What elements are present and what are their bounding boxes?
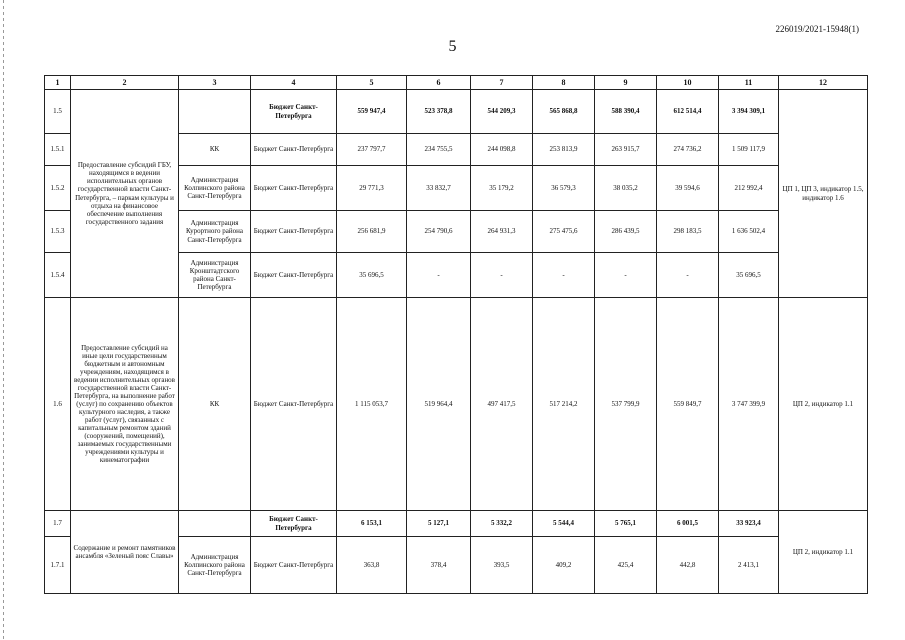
row-value: 1 636 502,4 xyxy=(719,211,779,253)
row-value: 33 923,4 xyxy=(719,511,779,537)
row-executor xyxy=(179,511,251,537)
row-value: - xyxy=(407,253,471,298)
row-value: 263 915,7 xyxy=(595,134,657,166)
row-value: 274 736,2 xyxy=(657,134,719,166)
row-value: 298 183,5 xyxy=(657,211,719,253)
row-source: Бюджет Санкт-Петербурга xyxy=(251,211,337,253)
row-number: 1.6 xyxy=(45,298,71,511)
row-executor: КК xyxy=(179,134,251,166)
row-value: 6 001,5 xyxy=(657,511,719,537)
col-header: 4 xyxy=(251,76,337,90)
row-value: 1 115 053,7 xyxy=(337,298,407,511)
row-value: 1 509 117,9 xyxy=(719,134,779,166)
row-value: 409,2 xyxy=(533,537,595,594)
row-value: 35 696,5 xyxy=(719,253,779,298)
row-source: Бюджет Санкт-Петербурга xyxy=(251,537,337,594)
col-header: 6 xyxy=(407,76,471,90)
row-value: 3 747 399,9 xyxy=(719,298,779,511)
scan-edge xyxy=(3,0,4,640)
row-executor: Администрация Кронштадтского района Санкт-Петербурга xyxy=(179,253,251,298)
row-value: 286 439,5 xyxy=(595,211,657,253)
row-notes: ЦП 2, индикатор 1.1 xyxy=(779,511,868,594)
row-value: 5 765,1 xyxy=(595,511,657,537)
row-source: Бюджет Санкт-Петербурга xyxy=(251,134,337,166)
row-value: 2 413,1 xyxy=(719,537,779,594)
row-value: 253 813,9 xyxy=(533,134,595,166)
row-value: 35 179,2 xyxy=(471,166,533,211)
document-id: 226019/2021-15948(1) xyxy=(775,24,859,34)
col-header: 3 xyxy=(179,76,251,90)
row-value: 537 799,9 xyxy=(595,298,657,511)
row-value: 6 153,1 xyxy=(337,511,407,537)
col-header: 11 xyxy=(719,76,779,90)
col-header: 2 xyxy=(71,76,179,90)
col-header: 1 xyxy=(45,76,71,90)
row-value: 393,5 xyxy=(471,537,533,594)
row-value: 378,4 xyxy=(407,537,471,594)
row-value: 559 849,7 xyxy=(657,298,719,511)
row-value: 38 035,2 xyxy=(595,166,657,211)
col-header: 12 xyxy=(779,76,868,90)
row-value: 212 992,4 xyxy=(719,166,779,211)
row-number: 1.5 xyxy=(45,90,71,134)
row-value: 517 214,2 xyxy=(533,298,595,511)
row-value: 29 771,3 xyxy=(337,166,407,211)
row-notes: ЦП 1, ЦП 3, индикатор 1.5, индикатор 1.6 xyxy=(779,90,868,298)
row-number: 1.5.2 xyxy=(45,166,71,211)
row-number: 1.7 xyxy=(45,511,71,537)
row-executor: Администрация Колпинского района Санкт-Петербурга xyxy=(179,166,251,211)
row-value: 256 681,9 xyxy=(337,211,407,253)
row-source: Бюджет Санкт-Петербурга xyxy=(251,253,337,298)
row-value: 565 868,8 xyxy=(533,90,595,134)
row-executor: Администрация Курортного района Санкт-Петербурга xyxy=(179,211,251,253)
table-row xyxy=(45,511,868,537)
row-value: 559 947,4 xyxy=(337,90,407,134)
row-source: Бюджет Санкт-Петербурга xyxy=(251,90,337,134)
row-value: 588 390,4 xyxy=(595,90,657,134)
row-value: 264 931,3 xyxy=(471,211,533,253)
row-number: 1.7.1 xyxy=(45,537,71,594)
page-number: 5 xyxy=(448,38,457,55)
row-value: - xyxy=(533,253,595,298)
row-number: 1.5.4 xyxy=(45,253,71,298)
row-value: 363,8 xyxy=(337,537,407,594)
row-value: 523 378,8 xyxy=(407,90,471,134)
row-value: 5 127,1 xyxy=(407,511,471,537)
row-description: Содержание и ремонт памятников ансамбля «Зеленый пояс Славы» xyxy=(71,511,179,594)
row-number: 1.5.3 xyxy=(45,211,71,253)
row-value: 497 417,5 xyxy=(471,298,533,511)
row-value: 5 332,2 xyxy=(471,511,533,537)
row-executor: Администрация Колпинского района Санкт-Петербурга xyxy=(179,537,251,594)
row-value: 234 755,5 xyxy=(407,134,471,166)
col-header: 8 xyxy=(533,76,595,90)
row-description: Предоставление субсидий ГБУ, находящимся в ведении исполнительных органов государственной власти Санкт-Петербурга, – паркам культуры и отдыха на финансовое обеспечение выполнения государственного задания xyxy=(71,90,179,298)
row-source: Бюджет Санкт-Петербурга xyxy=(251,511,337,537)
col-header: 10 xyxy=(657,76,719,90)
row-value: 544 209,3 xyxy=(471,90,533,134)
row-value: 39 594,6 xyxy=(657,166,719,211)
row-value: - xyxy=(471,253,533,298)
row-source: Бюджет Санкт-Петербурга xyxy=(251,166,337,211)
row-value: 237 797,7 xyxy=(337,134,407,166)
row-executor xyxy=(179,90,251,134)
row-value: 35 696,5 xyxy=(337,253,407,298)
row-source: Бюджет Санкт-Петербурга xyxy=(251,298,337,511)
col-header: 7 xyxy=(471,76,533,90)
row-notes: ЦП 2, индикатор 1.1 xyxy=(779,298,868,511)
row-executor: КК xyxy=(179,298,251,511)
row-value: 612 514,4 xyxy=(657,90,719,134)
row-number: 1.5.1 xyxy=(45,134,71,166)
row-value: 275 475,6 xyxy=(533,211,595,253)
row-value: 254 790,6 xyxy=(407,211,471,253)
row-value: - xyxy=(595,253,657,298)
row-value: 3 394 309,1 xyxy=(719,90,779,134)
row-value: 5 544,4 xyxy=(533,511,595,537)
budget-table xyxy=(44,75,868,594)
row-description: Предоставление субсидий на иные цели государственным бюджетным и автономным учреждениям, находящимся в ведении исполнительных органов государственной власти Санкт-Петербурга, на выполнение работ (услуг) по сохранению объектов культурного наследия, а также работ (услуг), связанных с капитальным ремонтом зданий (сооружений, помещений), занимаемых государственными учреждениями культуры и кинематографии xyxy=(71,298,179,511)
row-value: 36 579,3 xyxy=(533,166,595,211)
col-header: 9 xyxy=(595,76,657,90)
header-row xyxy=(45,76,868,90)
row-value: 244 098,8 xyxy=(471,134,533,166)
table-row xyxy=(45,90,868,134)
table-row xyxy=(45,298,868,511)
col-header: 5 xyxy=(337,76,407,90)
row-value: 33 832,7 xyxy=(407,166,471,211)
row-value: - xyxy=(657,253,719,298)
row-value: 425,4 xyxy=(595,537,657,594)
row-value: 519 964,4 xyxy=(407,298,471,511)
row-value: 442,8 xyxy=(657,537,719,594)
